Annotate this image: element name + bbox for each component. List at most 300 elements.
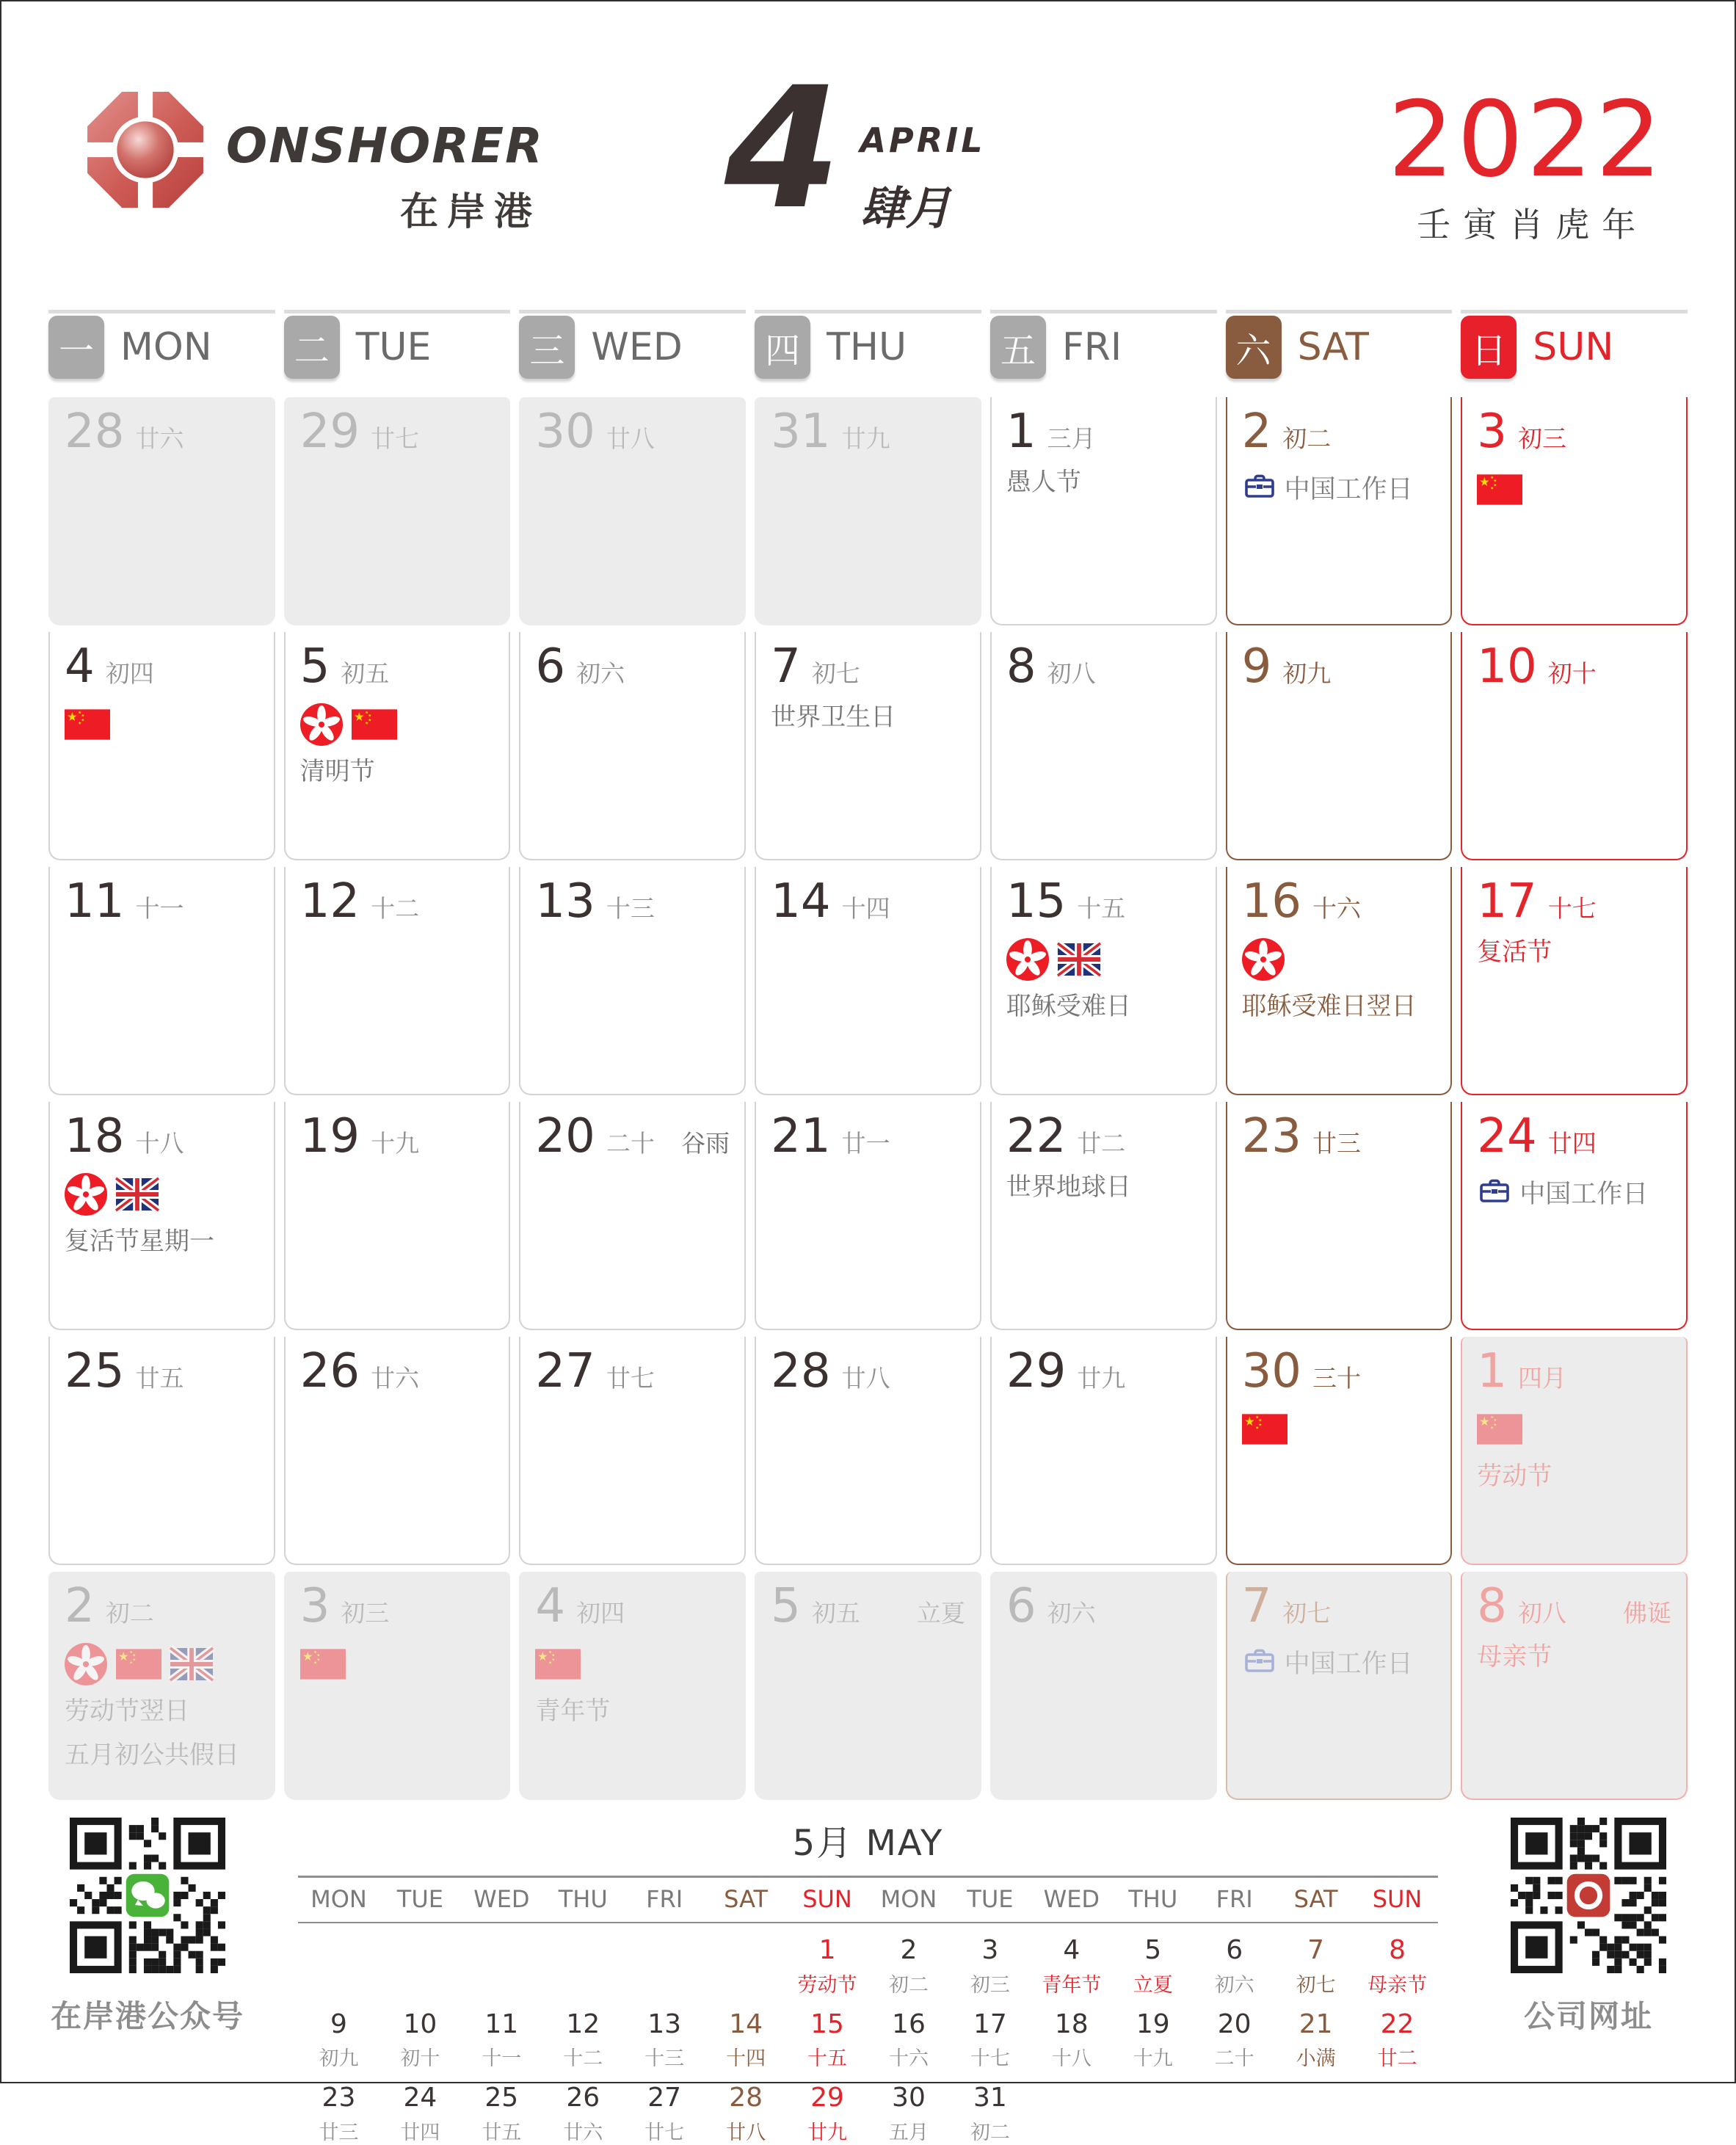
day-line [1241, 639, 1437, 694]
day-line [299, 404, 495, 459]
day-number: 10 [1477, 639, 1537, 694]
mini-day-sublabel: 初七 [1296, 1973, 1336, 1997]
day-number: 1 [1006, 404, 1036, 459]
day-line [299, 1579, 495, 1633]
mini-day-header-sat-12: SAT [1293, 1885, 1338, 1913]
holiday-name: 愚人节 [1006, 468, 1081, 498]
lunar-date: 廿七 [371, 424, 420, 453]
day-number: 4 [535, 1579, 566, 1633]
website-qr-label: 公司网址 [1523, 1998, 1653, 2034]
day-line [65, 874, 259, 929]
day-line [1241, 874, 1437, 929]
weekday-chip: 三 [519, 316, 575, 379]
hongkong-flag-icon [65, 1643, 107, 1685]
mini-day-number: 28 [729, 2083, 763, 2113]
day-number: 29 [299, 404, 360, 459]
mini-day-number: 12 [566, 2008, 600, 2039]
day-cell-13 [519, 867, 746, 1095]
mini-day-cell-8 [1357, 1936, 1438, 1997]
day-cell-7 [755, 632, 981, 860]
mini-day-sublabel: 母亲节 [1368, 1973, 1428, 1997]
china-flag-icon [116, 1649, 161, 1680]
holiday-name: 青年节 [535, 1696, 611, 1727]
day-line [65, 1109, 259, 1164]
mini-day-number: 29 [810, 2083, 844, 2113]
day-line [771, 1344, 965, 1398]
mini-day-sublabel: 初十 [400, 2047, 440, 2071]
day-line [1006, 1344, 1201, 1398]
day-cell-adjacent-3 [284, 1572, 511, 1800]
day-cell-adjacent-29 [284, 397, 511, 625]
mini-day-cell-31 [949, 2083, 1031, 2145]
mini-day-header-tue-8: TUE [967, 1885, 1014, 1913]
day-line [771, 1579, 965, 1633]
weekday-label: WED [591, 325, 683, 369]
mini-day-cell-21 [1275, 2010, 1357, 2072]
day-cell-12 [284, 867, 511, 1095]
mini-day-sublabel: 十三 [644, 2047, 685, 2071]
day-cell-adjacent-4 [519, 1572, 746, 1800]
day-cell-20 [519, 1102, 746, 1330]
mini-calendar-week-1 [298, 1936, 1438, 1997]
day-number: 8 [1006, 639, 1036, 694]
weekday-header-wed [519, 310, 746, 381]
day-number: 5 [771, 1579, 801, 1633]
mini-day-number: 27 [647, 2083, 682, 2113]
mini-day-cell-empty [298, 1936, 379, 1997]
hongkong-flag-icon [1242, 938, 1285, 981]
day-cell-adjacent-31 [755, 397, 981, 625]
day-number: 5 [299, 639, 330, 694]
day-number: 12 [299, 874, 360, 929]
weekday-chip: 六 [1226, 316, 1282, 379]
solar-term: 佛诞 [1623, 1599, 1671, 1627]
day-number: 2 [65, 1579, 95, 1633]
lunar-date: 初二 [1282, 424, 1332, 453]
hongkong-flag-icon [1006, 938, 1049, 981]
holiday-flags [1006, 938, 1201, 981]
day-line [1241, 1579, 1437, 1633]
mini-day-cell-18 [1031, 2010, 1112, 2072]
day-number: 17 [1477, 874, 1537, 929]
next-month-mini-calendar [298, 1815, 1438, 2145]
mini-day-number: 19 [1136, 2008, 1170, 2039]
mini-day-sublabel: 廿九 [807, 2121, 848, 2144]
china-flag-icon [535, 1649, 581, 1680]
mini-day-cell-empty [1357, 2083, 1438, 2145]
page-header [1, 1, 1735, 272]
mini-day-cell-4 [1031, 1936, 1112, 1997]
day-line [1006, 874, 1201, 929]
day-number: 4 [65, 639, 95, 694]
hongkong-flag-icon [65, 1173, 107, 1216]
day-cell-17 [1461, 867, 1688, 1095]
day-cell-26 [284, 1337, 511, 1565]
lunar-date: 廿八 [606, 424, 655, 453]
day-cell-18 [48, 1102, 275, 1330]
mini-day-cell-30 [868, 2083, 950, 2145]
mini-day-number: 3 [981, 1935, 999, 1965]
holiday-name: 劳动节 [1477, 1462, 1552, 1492]
day-cell-9 [1226, 632, 1453, 860]
holiday-flags [1242, 938, 1437, 981]
day-number: 21 [771, 1109, 831, 1164]
brand-text [226, 88, 544, 236]
mini-day-header-sat-5: SAT [724, 1885, 769, 1913]
month-name-english: APRIL [860, 120, 986, 160]
day-cell-1 [990, 397, 1217, 625]
day-number: 25 [65, 1344, 125, 1398]
day-number: 24 [1477, 1109, 1537, 1164]
day-number: 20 [535, 1109, 595, 1164]
mini-day-number: 14 [729, 2008, 763, 2039]
lunar-date: 初三 [1518, 424, 1566, 453]
day-line [299, 1344, 495, 1398]
mini-day-number: 6 [1226, 1935, 1243, 1965]
day-line [65, 639, 259, 694]
weekday-chip: 二 [284, 316, 340, 379]
mini-day-sublabel: 廿四 [400, 2121, 440, 2144]
mini-day-cell-2 [868, 1936, 950, 1997]
mini-day-cell-empty [542, 1936, 624, 1997]
holiday-flags [535, 1643, 730, 1685]
year-number: 2022 [1387, 79, 1665, 200]
mini-day-cell-29 [787, 2083, 868, 2145]
lunar-date: 初十 [1547, 659, 1597, 688]
mini-calendar-day-headers [298, 1878, 1438, 1922]
mini-day-header-sun-13: SUN [1372, 1885, 1423, 1913]
day-cell-8 [990, 632, 1217, 860]
lunar-date: 廿八 [841, 1364, 890, 1393]
lunar-date: 三十 [1312, 1364, 1361, 1393]
mini-day-number: 20 [1217, 2008, 1252, 2039]
mini-day-cell-empty [1194, 2083, 1275, 2145]
mini-day-header-mon-0: MON [310, 1885, 367, 1913]
lunar-date: 廿九 [1077, 1364, 1126, 1393]
day-line [771, 1109, 965, 1164]
day-cell-25 [48, 1337, 275, 1565]
mini-day-sublabel: 廿七 [644, 2121, 685, 2144]
day-cell-2 [1226, 397, 1453, 625]
holiday-flags [300, 703, 495, 746]
day-cell-adjacent-5 [755, 1572, 981, 1800]
holiday-flags [300, 1643, 495, 1685]
uk-flag-icon [1058, 943, 1100, 976]
weekday-label: MON [120, 325, 212, 369]
month-block [724, 51, 986, 246]
day-cell-14 [755, 867, 981, 1095]
mini-day-cell-5 [1112, 1936, 1194, 1997]
day-line [1477, 1109, 1671, 1164]
mini-day-cell-19 [1112, 2010, 1194, 2072]
lunar-date: 初三 [341, 1599, 390, 1627]
day-number: 8 [1477, 1579, 1507, 1633]
day-line [771, 874, 965, 929]
day-cell-11 [48, 867, 275, 1095]
day-number: 1 [1477, 1344, 1507, 1398]
lunar-date: 二十 [606, 1129, 655, 1158]
weekday-chip: 一 [48, 316, 104, 379]
day-number: 14 [771, 874, 831, 929]
holiday-flags [65, 1643, 259, 1685]
day-line [299, 1109, 495, 1164]
lunar-date: 廿三 [1312, 1129, 1361, 1158]
mini-day-cell-6 [1194, 1936, 1275, 1997]
lunar-date: 初五 [341, 659, 390, 688]
month-names [860, 72, 985, 237]
wechat-qr-block [48, 1815, 247, 2036]
lunar-date: 初五 [811, 1599, 860, 1627]
day-number: 26 [299, 1344, 360, 1398]
mini-day-sublabel: 初二 [970, 2121, 1010, 2144]
mini-day-number: 1 [818, 1935, 836, 1965]
weekday-header-sun [1461, 310, 1688, 381]
lunar-date: 初九 [1282, 659, 1332, 688]
mini-day-sublabel: 廿六 [563, 2121, 603, 2144]
holiday-flags [65, 1173, 259, 1216]
mini-day-cell-empty [1031, 2083, 1112, 2145]
day-line [299, 639, 495, 694]
mini-day-sublabel: 初九 [319, 2047, 359, 2071]
holiday-name: 清明节 [299, 757, 375, 787]
china-flag-icon [300, 1649, 346, 1680]
day-number: 27 [535, 1344, 595, 1398]
lunar-date: 初四 [576, 1599, 625, 1627]
day-line [1477, 404, 1671, 459]
day-line [535, 404, 730, 459]
mini-day-number: 21 [1299, 2008, 1333, 2039]
lunar-date: 初七 [1282, 1599, 1332, 1627]
brand-name-chinese: 在岸港 [399, 190, 541, 234]
weekday-label: SAT [1297, 325, 1369, 369]
website-qr-code [1511, 1818, 1666, 1973]
mini-day-cell-23 [298, 2083, 379, 2145]
mini-day-sublabel: 立夏 [1133, 1973, 1173, 1997]
website-qr-block [1489, 1815, 1688, 2036]
day-line [1241, 404, 1437, 459]
day-line [65, 1579, 259, 1633]
month-number: 4 [724, 51, 841, 246]
year-block [1387, 79, 1665, 247]
holiday-flags [65, 703, 259, 746]
day-line [535, 1109, 730, 1164]
mini-day-header-wed-2: WED [473, 1885, 530, 1913]
day-line [65, 404, 259, 459]
mini-day-number: 25 [484, 2083, 519, 2113]
mini-day-number: 11 [484, 2008, 519, 2039]
mini-day-cell-27 [624, 2083, 705, 2145]
day-line [1241, 1344, 1437, 1398]
lunar-date: 初六 [576, 659, 625, 688]
mini-day-sublabel: 五月 [888, 2121, 929, 2144]
weekday-header-tue [284, 310, 511, 381]
day-number: 31 [771, 404, 831, 459]
day-number: 3 [299, 1579, 330, 1633]
mini-day-sublabel: 初二 [888, 1973, 929, 1997]
day-line [1241, 1109, 1437, 1164]
uk-flag-icon [116, 1178, 159, 1211]
holiday-name: 耶稣受难日翌日 [1241, 992, 1417, 1022]
mini-day-sublabel: 廿三 [319, 2121, 359, 2144]
lunar-date: 四月 [1518, 1364, 1566, 1393]
briefcase-icon [1242, 1643, 1277, 1681]
day-cell-15 [990, 867, 1217, 1095]
day-number: 15 [1006, 874, 1067, 929]
day-cell-24 [1461, 1102, 1688, 1330]
china-working-day-row [1242, 468, 1437, 507]
day-line [299, 874, 495, 929]
day-line [771, 404, 965, 459]
mini-day-cell-13 [624, 2010, 705, 2072]
mini-day-cell-20 [1194, 2010, 1275, 2072]
mini-day-sublabel: 十八 [1051, 2047, 1092, 2071]
lunar-date: 廿六 [371, 1364, 420, 1393]
mini-day-sublabel: 十一 [482, 2047, 522, 2071]
mini-calendar-title: 5月 MAY [792, 1823, 944, 1864]
mini-day-number: 24 [403, 2083, 437, 2113]
mini-day-cell-17 [949, 2010, 1031, 2072]
mini-day-cell-empty [1275, 2083, 1357, 2145]
day-cell-3 [1461, 397, 1688, 625]
holiday-flags [1242, 1408, 1437, 1451]
mini-day-sublabel: 廿五 [482, 2121, 522, 2144]
weekday-label: FRI [1061, 325, 1122, 369]
day-line [535, 874, 730, 929]
day-cell-4 [48, 632, 275, 860]
weekday-chip: 日 [1461, 316, 1517, 379]
day-number: 9 [1241, 639, 1272, 694]
mini-day-header-wed-9: WED [1043, 1885, 1100, 1913]
briefcase-icon [1242, 468, 1277, 507]
mini-day-cell-16 [868, 2010, 950, 2072]
mini-day-number: 2 [900, 1935, 918, 1965]
china-working-day-row [1242, 1643, 1437, 1681]
day-cell-adjacent-8 [1461, 1572, 1688, 1800]
mini-day-sublabel: 青年节 [1042, 1973, 1102, 1997]
mini-day-sublabel: 廿八 [726, 2121, 766, 2144]
day-cell-adjacent-2 [48, 1572, 275, 1800]
weekday-header-row [48, 310, 1688, 381]
day-line [1477, 1579, 1671, 1633]
mini-day-cell-12 [542, 2010, 624, 2072]
mini-day-cell-empty [461, 1936, 542, 1997]
lunar-date: 十九 [371, 1129, 420, 1158]
day-number: 18 [65, 1109, 125, 1164]
lunar-date: 初七 [811, 659, 860, 688]
weekday-header-fri [990, 310, 1217, 381]
mini-day-number: 16 [892, 2008, 926, 2039]
holiday-name: 复活节星期一 [65, 1227, 214, 1257]
day-cell-16 [1226, 867, 1453, 1095]
day-line [535, 1579, 730, 1633]
mini-day-header-sun-6: SUN [802, 1885, 852, 1913]
mini-day-number: 13 [647, 2008, 682, 2039]
day-line [771, 639, 965, 694]
day-cell-adjacent-6 [990, 1572, 1217, 1800]
lunar-date: 十三 [606, 894, 655, 923]
brand-name: ONSHORER [226, 117, 544, 174]
day-line [65, 1344, 259, 1398]
mini-calendar-week-3 [298, 2083, 1438, 2145]
mini-day-cell-9 [298, 2010, 379, 2072]
mini-day-cell-empty [379, 1936, 461, 1997]
day-number: 7 [771, 639, 801, 694]
day-number: 3 [1477, 404, 1507, 459]
china-flag-icon [1242, 1414, 1288, 1445]
china-flag-icon [352, 709, 397, 740]
briefcase-icon [1477, 1173, 1512, 1211]
mini-day-sublabel: 十五 [807, 2047, 848, 2071]
holiday-name: 劳动节翌日 [65, 1696, 189, 1727]
solar-term: 谷雨 [681, 1129, 730, 1158]
day-number: 6 [535, 639, 566, 694]
holiday-name: 世界卫生日 [771, 703, 896, 733]
mini-day-cell-22 [1357, 2010, 1438, 2072]
mini-day-sublabel: 廿二 [1377, 2047, 1417, 2071]
china-working-day-row [1477, 1173, 1671, 1211]
china-working-day-label: 中国工作日 [1519, 1180, 1649, 1210]
mini-day-header-thu-3: THU [558, 1885, 608, 1913]
mini-calendar-week-2 [298, 2010, 1438, 2072]
day-cell-adjacent-28 [48, 397, 275, 625]
brand-block [84, 88, 544, 236]
mini-day-number: 4 [1063, 1935, 1081, 1965]
day-cell-adjacent-30 [519, 397, 746, 625]
holiday-name: 世界地球日 [1006, 1172, 1131, 1202]
day-line [1006, 1579, 1201, 1633]
day-cell-28 [755, 1337, 981, 1565]
mini-day-cell-25 [461, 2083, 542, 2145]
holiday-name: 耶稣受难日 [1006, 992, 1131, 1022]
mini-day-cell-11 [461, 2010, 542, 2072]
lunar-date: 初六 [1047, 1599, 1096, 1627]
day-number: 2 [1241, 404, 1272, 459]
lunar-date: 十一 [135, 894, 184, 923]
lunar-date: 三月 [1047, 424, 1096, 453]
lunar-date: 初八 [1518, 1599, 1566, 1627]
day-number: 28 [771, 1344, 831, 1398]
weekday-header-sat [1226, 310, 1453, 381]
mini-day-number: 15 [810, 2008, 844, 2039]
year-zodiac-label: 壬寅肖虎年 [1417, 205, 1649, 244]
mini-day-cell-14 [705, 2010, 787, 2072]
mini-day-header-fri-4: FRI [646, 1885, 683, 1913]
mini-day-cell-3 [949, 1936, 1031, 1997]
day-number: 30 [1241, 1344, 1301, 1398]
day-line [1006, 1109, 1201, 1164]
day-cell-30 [1226, 1337, 1453, 1565]
onshorer-logo-icon [84, 88, 207, 211]
lunar-date: 廿七 [606, 1364, 655, 1393]
day-number: 28 [65, 404, 125, 459]
mini-day-sublabel: 十七 [970, 2047, 1010, 2071]
day-cell-6 [519, 632, 746, 860]
day-line [1477, 639, 1671, 694]
china-flag-icon [65, 709, 110, 740]
holiday-name: 五月初公共假日 [65, 1740, 239, 1770]
mini-day-header-thu-10: THU [1128, 1885, 1178, 1913]
lunar-date: 廿一 [841, 1129, 890, 1158]
weekday-label: THU [827, 325, 907, 369]
lunar-date: 廿四 [1547, 1129, 1597, 1158]
mini-day-cell-26 [542, 2083, 624, 2145]
holiday-flags [1477, 468, 1671, 511]
day-cell-adjacent-1 [1461, 1337, 1688, 1565]
day-line [1006, 404, 1201, 459]
mini-day-sublabel: 十四 [726, 2047, 766, 2071]
day-number: 7 [1241, 1579, 1272, 1633]
day-line [1477, 1344, 1671, 1398]
